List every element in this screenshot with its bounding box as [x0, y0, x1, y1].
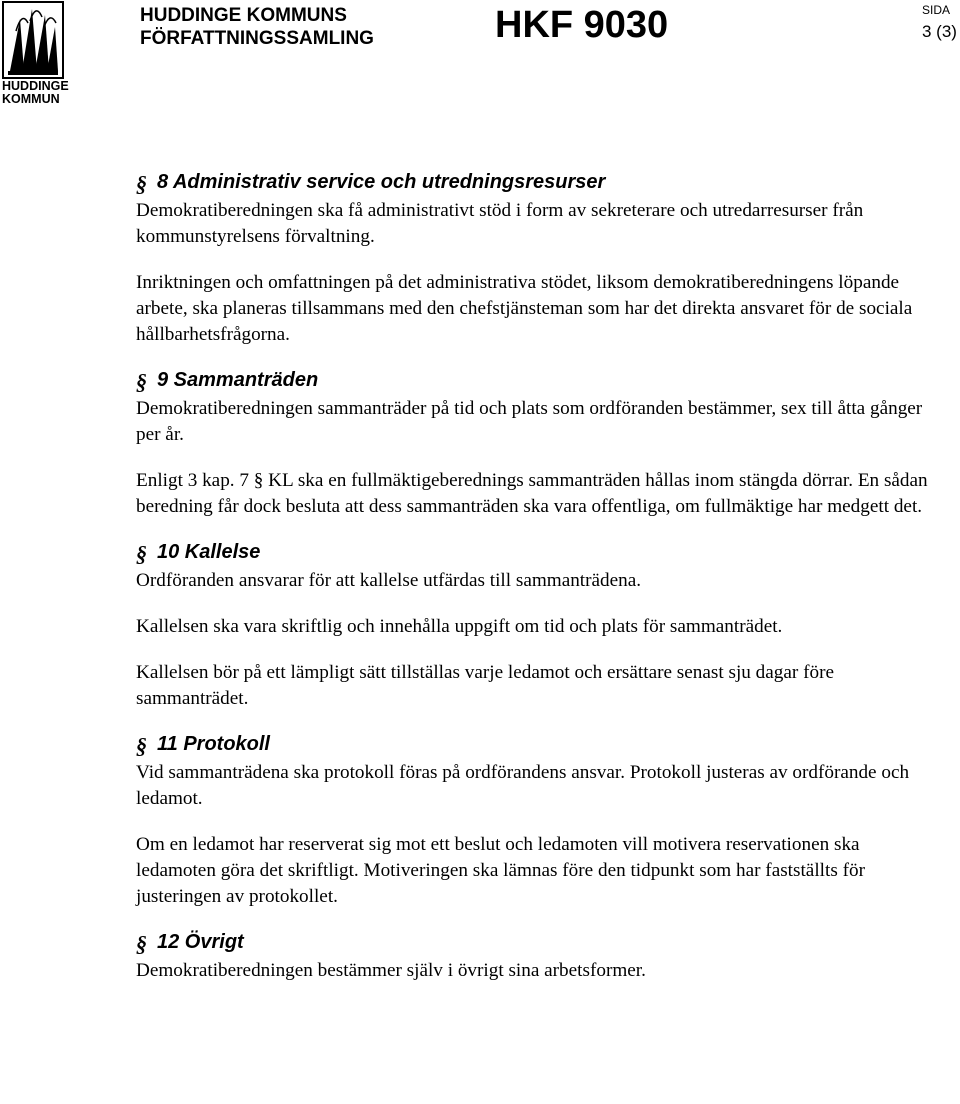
logo-text	[0, 80, 70, 106]
paragraph: Kallelsen bör på ett lämpligt sätt tillställas varje ledamot och ersättare senast sju dagar före sammanträdet.	[136, 662, 834, 709]
svg-text:§: §	[136, 542, 147, 564]
paragraph: Enligt 3 kap. 7 § KL ska en fullmäktigeberednings sammanträden hållas inom stängda dörrar. En sådan beredning får dock besluta att dess sammanträden ska vara offentliga, om fullmäktige har medgett det.	[136, 470, 928, 517]
section-heading	[136, 368, 936, 392]
section-heading-text: 9 Sammanträden	[157, 369, 319, 391]
paragraph: Inriktningen och omfattningen på det administrativa stödet, liksom demokratiberedningens löpande arbete, ska planeras tillsammans med den chefstjänsteman som har det direkta ansvaret för de sociala hållbarhetsfrågorna.	[136, 272, 913, 345]
svg-text:§: §	[136, 734, 147, 756]
section-8	[136, 170, 936, 348]
document-number: HKF 9030	[495, 4, 669, 46]
paragraph: Vid sammanträdena ska protokoll föras på ordförandens ansvar. Protokoll justeras av ordförande och ledamot.	[136, 762, 910, 809]
section-mark-icon	[136, 734, 150, 756]
org-title-line2: FÖRFATTNINGSSAMLING	[140, 28, 374, 49]
section-10	[136, 540, 936, 712]
org-title-line1: HUDDINGE KOMMUNS	[140, 5, 347, 26]
section-heading-text: 10 Kallelse	[157, 541, 261, 563]
paragraph: Ordföranden ansvarar för att kallelse utfärdas till sammanträdena.	[136, 570, 642, 591]
section-heading	[136, 170, 936, 194]
paragraph: Demokratiberedningen ska få administrativt stöd i form av sekreterare och utredarresurser från kommunstyrelsens förvaltning.	[136, 200, 864, 247]
logo-text-line1: HUDDINGE	[2, 79, 69, 93]
svg-text:§: §	[136, 172, 147, 194]
section-12	[136, 930, 936, 984]
section-11	[136, 732, 936, 910]
section-heading-text: 8 Administrativ service och utredningsresurser	[157, 171, 606, 193]
section-9	[136, 368, 936, 520]
document-body	[136, 170, 936, 1004]
section-mark-icon	[136, 542, 150, 564]
section-heading-text: 11 Protokoll	[157, 733, 270, 755]
svg-text:§: §	[136, 370, 147, 392]
paragraph: Om en ledamot har reserverat sig mot ett beslut och ledamoten vill motivera reservationen ska ledamoten göra det skriftligt. Motiveringen ska lämnas före den tidpunkt som har fastställts för justeringen av protokollet.	[136, 834, 865, 907]
svg-text:§: §	[136, 932, 147, 954]
org-title	[140, 4, 374, 50]
logo-text-line2: KOMMUN	[2, 92, 60, 106]
section-mark-icon	[136, 932, 150, 954]
page-number: 3 (3)	[922, 22, 957, 41]
section-heading	[136, 732, 936, 756]
paragraph: Demokratiberedningen sammanträder på tid och plats som ordföranden bestämmer, sex till åtta gånger per år.	[136, 398, 923, 445]
section-heading-text: 12 Övrigt	[157, 931, 244, 953]
section-mark-icon	[136, 172, 150, 194]
page-label: SIDA	[922, 3, 951, 17]
section-heading	[136, 930, 936, 954]
paragraph: Kallelsen ska vara skriftlig och innehålla uppgift om tid och plats för sammanträdet.	[136, 616, 783, 637]
section-heading	[136, 540, 936, 564]
section-mark-icon	[136, 370, 150, 392]
paragraph: Demokratiberedningen bestämmer själv i övrigt sina arbetsformer.	[136, 960, 646, 981]
